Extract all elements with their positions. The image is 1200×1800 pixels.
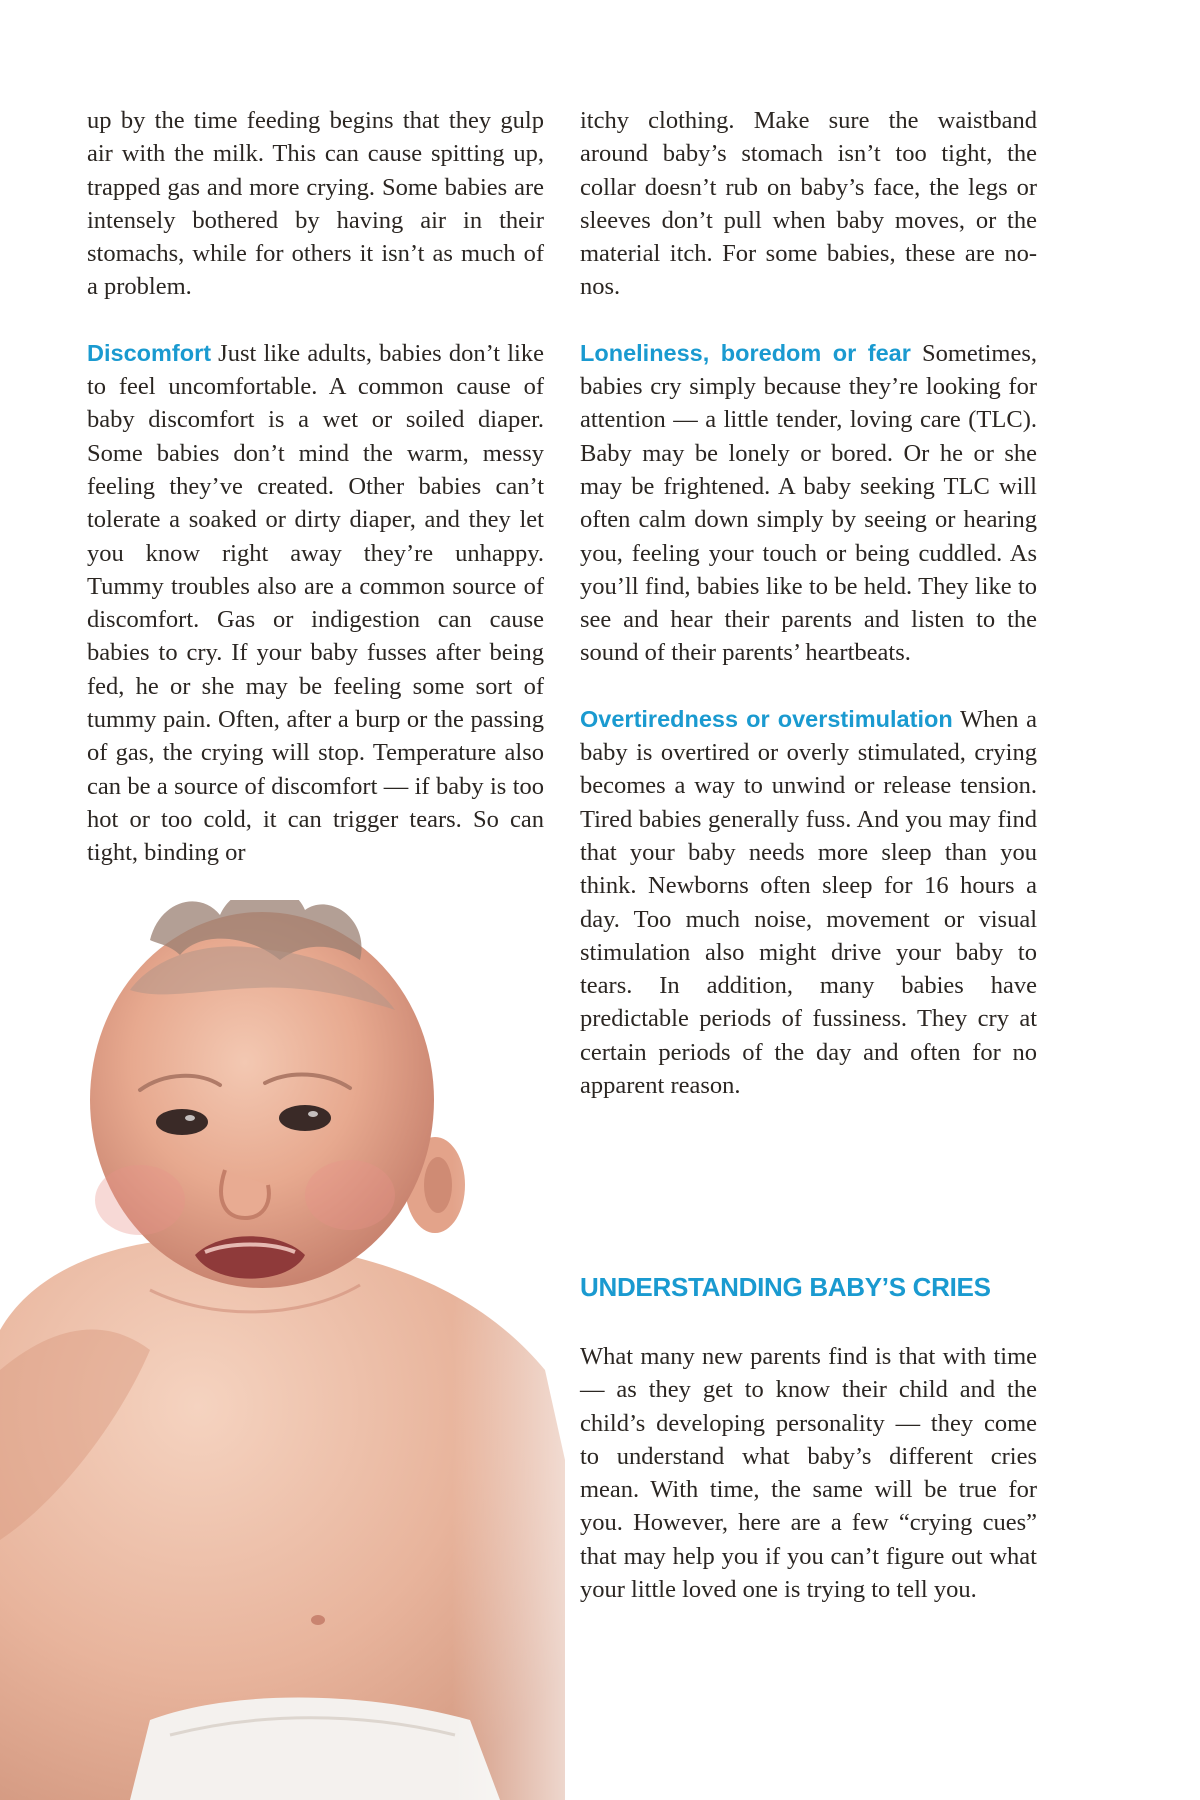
section-body-paragraph: What many new parents find is that with time — as they get to know their child and the child’s developing personality — they come to understand what baby’s different cries mean. With time, the same will be true for you. However, here are a few “crying cues” that may help you if you can’t figure out what your little loved one is trying to tell you.	[580, 1343, 1037, 1604]
overtiredness-body: When a baby is overtired or overly stimulated, crying becomes a way to unwind or release tension. Tired babies generally fuss. And you may find that your baby needs more sleep than you think. Newborns often sleep for 16 hours a day. Too much noise, movement or visual stimulation also might drive your baby to tears. In addition, many babies have predictable periods of fussiness. They cry at certain periods of the day and often for no apparent reason.	[580, 705, 1037, 1100]
right-intro-paragraph: itchy clothing. Make sure the waistband around baby’s stomach isn’t too tight, the collar doesn’t rub on baby’s face, the legs or sleeves don’t pull when baby moves, or the material itch. For some babies, these are no-nos.	[580, 107, 1037, 301]
discomfort-body: Just like adults, babies don’t like to feel uncomfortable. A common cause of baby discomfort is a wet or soiled diaper. Some babies don’t mind the warm, messy feeling they’ve created. Other babies can’t tolerate a soaked or dirty diaper, and they let you know right away they’re unhappy. Tummy troubles also are a common source of discomfort. Gas or indigestion can cause babies to cry. If your baby fusses after being fed, he or she may be feeling some sort of tummy pain. Often, after a burp or the passing of gas, the crying will stop. Temperature also can be a source of discomfort — if baby is too hot or too cold, it can trigger tears. So can tight, binding or	[87, 339, 544, 867]
discomfort-paragraph	[87, 337, 544, 870]
loneliness-body: Sometimes, babies cry simply because they’re looking for attention — a little tender, loving care (TLC). Baby may be lonely or bored. Or he or she may be frightened. A baby seeking TLC will often calm down simply by seeing or hearing you, feeling your touch or being cuddled. As you’ll find, babies like to be held. They like to see and hear their parents and listen to the sound of their parents’ heartbeats.	[580, 339, 1038, 667]
left-column	[87, 104, 544, 870]
overtiredness-paragraph	[580, 703, 1037, 1103]
left-intro-paragraph: up by the time feeding begins that they gulp air with the milk. This can cause spitting up, trapped gas and more crying. Some babies are intensely bothered by having air in their stomachs, while for others it isn’t as much of a problem.	[87, 107, 544, 301]
crying-baby-photo	[0, 900, 565, 1800]
baby-illustration	[0, 900, 565, 1800]
right-column	[580, 104, 1037, 1102]
section-heading: UNDERSTANDING BABY’S CRIES	[580, 1272, 991, 1302]
discomfort-heading: Discomfort	[87, 339, 212, 366]
loneliness-heading: Loneliness, boredom or fear	[580, 339, 911, 366]
loneliness-paragraph	[580, 337, 1037, 670]
overtiredness-heading: Overtiredness or overstimulation	[580, 705, 953, 732]
